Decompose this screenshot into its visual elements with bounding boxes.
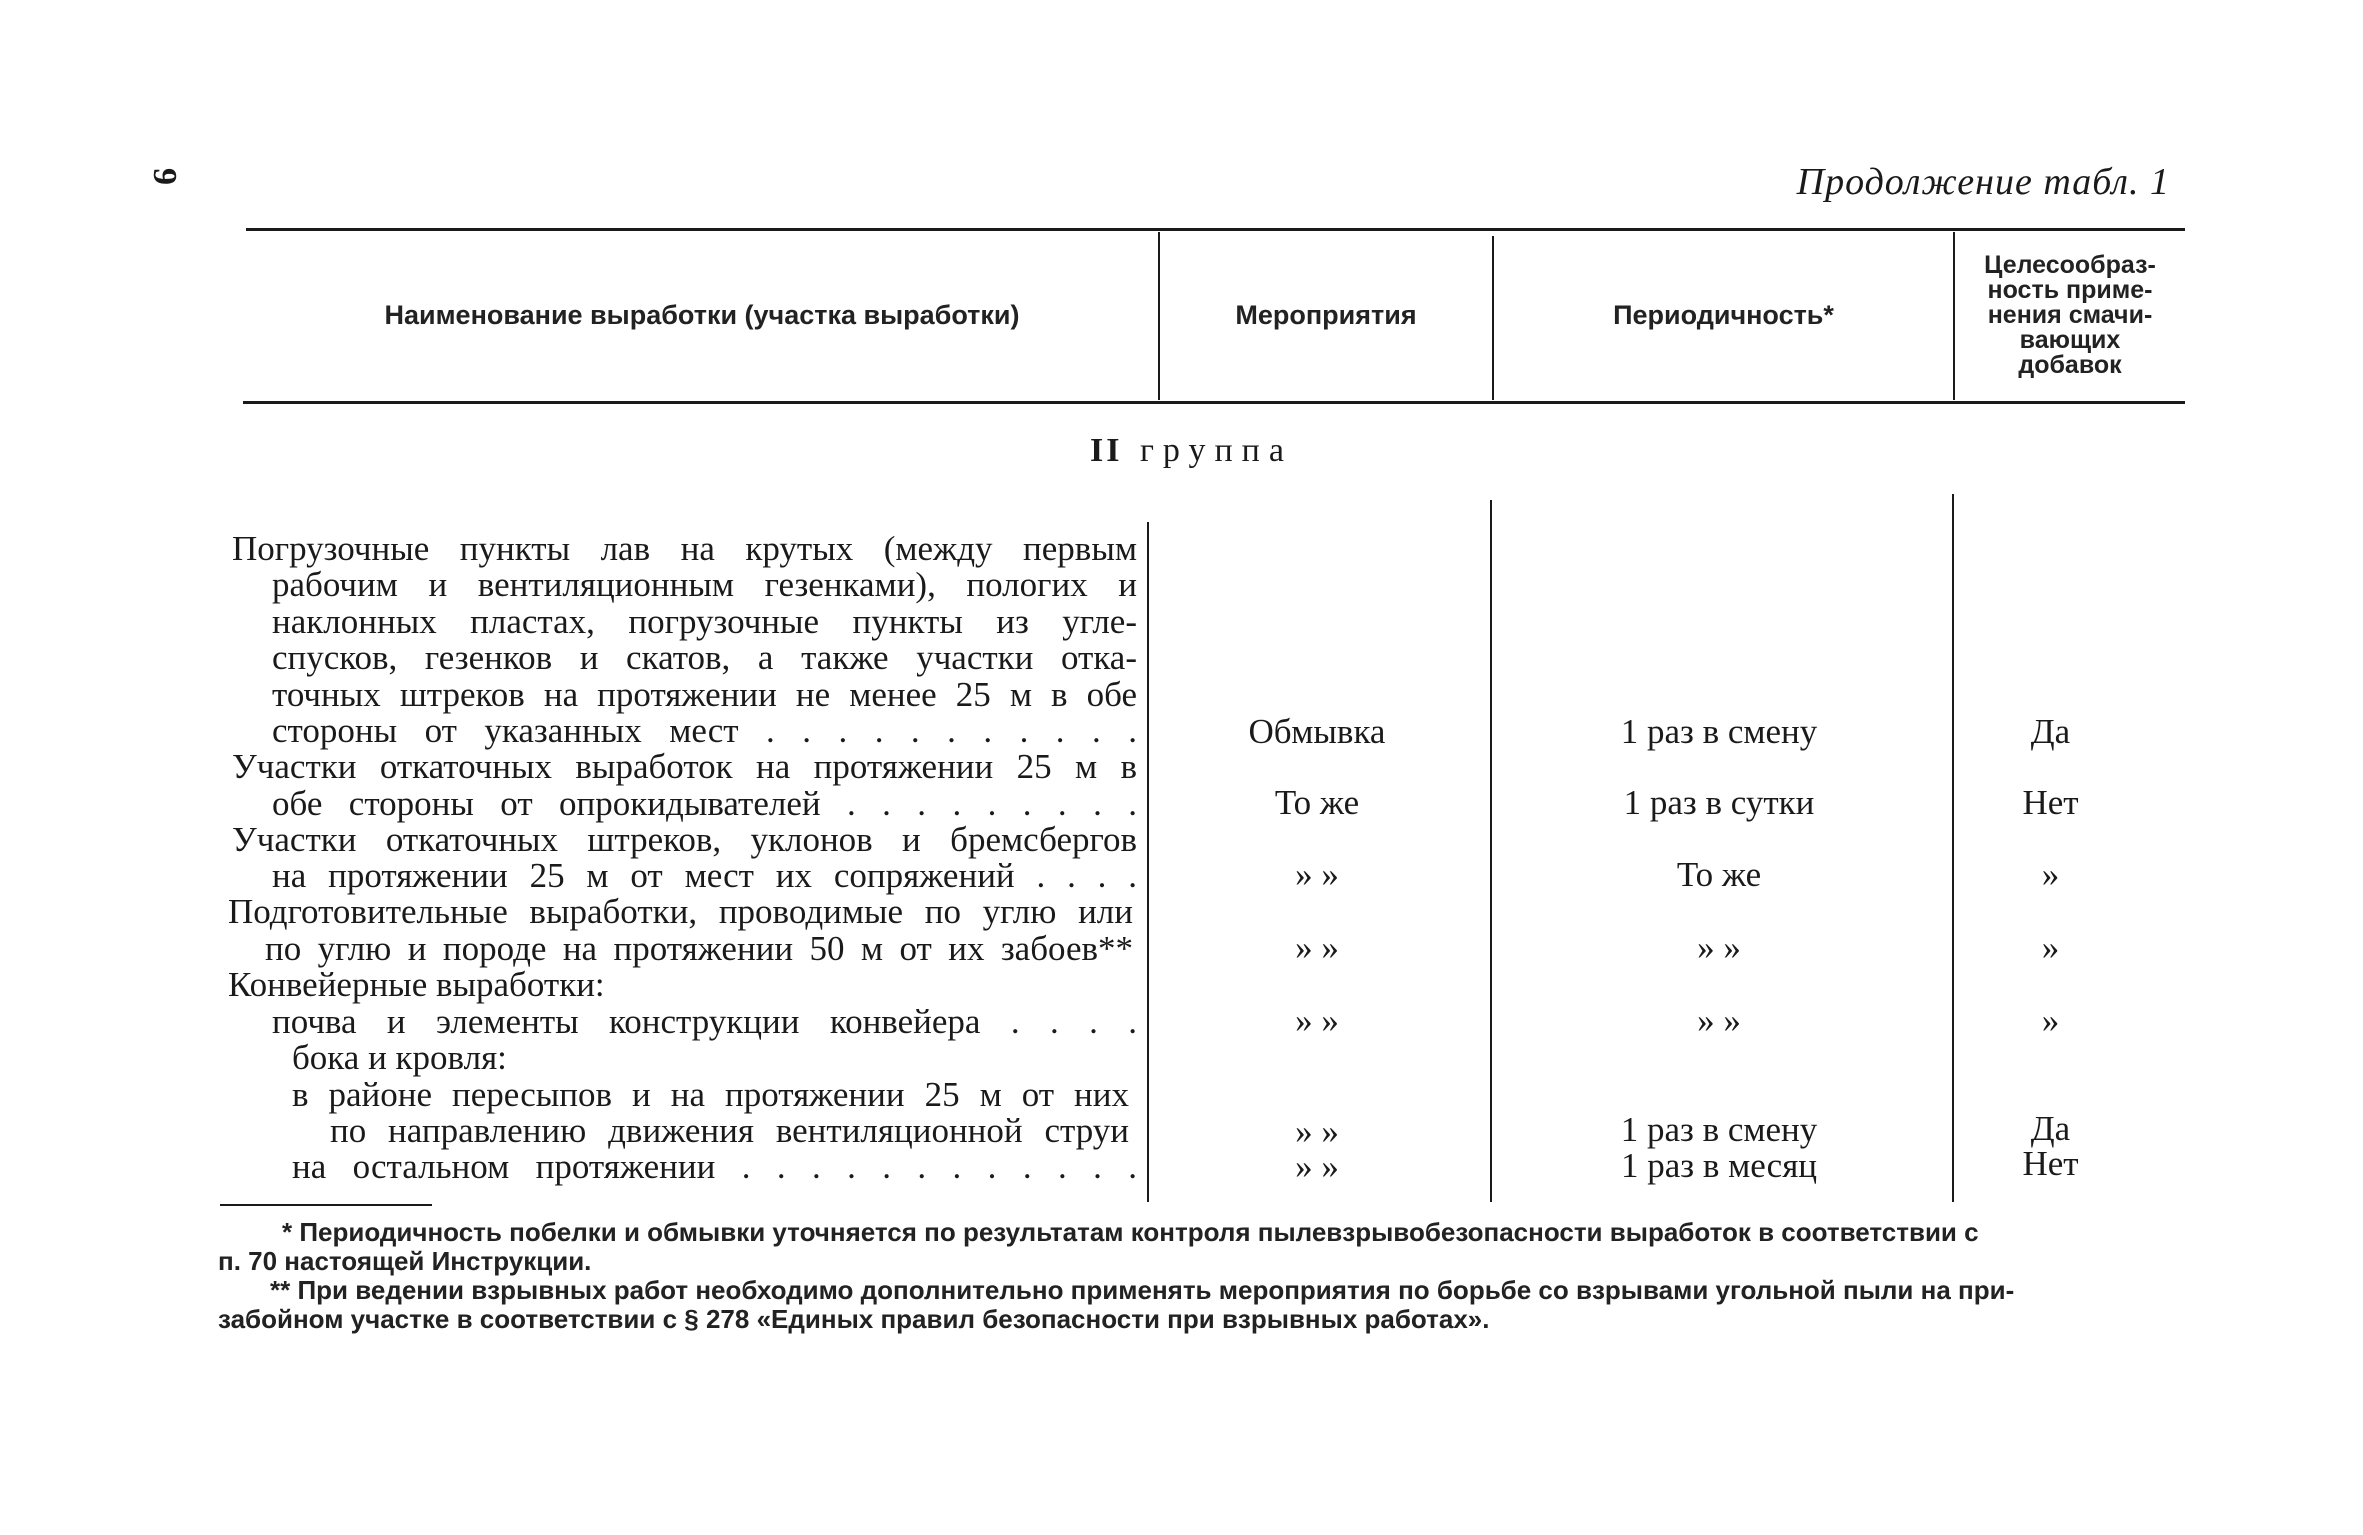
row-suitability: » bbox=[2041, 855, 2060, 894]
row-period: 1 раз в смену bbox=[1620, 1110, 1818, 1149]
row-measure: » » bbox=[1295, 855, 1339, 894]
header-period: Периодичность* bbox=[1613, 299, 1834, 330]
header-bottom-rule bbox=[243, 401, 2185, 404]
header-suitability: Целесообраз- ность приме- нения смачи- вающих добавок bbox=[1984, 250, 2156, 379]
body-divider-1 bbox=[1147, 522, 1149, 1202]
row-measure: То же bbox=[1274, 783, 1360, 822]
footnote-1-line-1: * Периодичность побелки и обмывки уточняется по результатам контроля пылевзрывобезопасности выработок в соответствии с bbox=[282, 1217, 1979, 1247]
row-name-line: наклонных пластах, погрузочные пункты из угле- bbox=[272, 604, 1137, 641]
row-name-line: на протяжении 25 м от мест их сопряжений . . . . bbox=[272, 858, 1137, 895]
group-title: II группа bbox=[1090, 432, 1293, 469]
header-name: Наименование выработки (участка выработки) bbox=[384, 299, 1020, 330]
footnote-2-line-2: забойном участке в соответствии с § 278 «Единых правил безопасности при взрывных работах». bbox=[218, 1304, 1490, 1334]
page-number: 9 bbox=[146, 168, 183, 185]
footnote-2-line-1: ** При ведении взрывных работ необходимо дополнительно применять мероприятия по борьбе со взрывами угольной пыли на при- bbox=[270, 1275, 2015, 1305]
body-divider-3 bbox=[1952, 494, 1954, 1202]
row-suitability: Нет bbox=[2022, 783, 2079, 822]
row-measure: » » bbox=[1295, 928, 1339, 967]
row-name-line: Участки откаточных выработок на протяжении 25 м в bbox=[232, 749, 1137, 786]
row-name-line: на остальном протяжении . . . . . . . . . . . . bbox=[292, 1149, 1137, 1186]
header-measures: Мероприятия bbox=[1235, 299, 1417, 330]
row-name-line: бока и кровля: bbox=[292, 1040, 507, 1077]
row-name-line: точных штреков на протяжении не менее 25 м в обе bbox=[272, 677, 1137, 714]
table-continuation-title: Продолжение табл. 1 bbox=[1796, 161, 2170, 203]
row-measure: » » bbox=[1295, 1001, 1339, 1040]
row-name-line: стороны от указанных мест . . . . . . . . . . . bbox=[272, 713, 1137, 750]
row-name-line: Погрузочные пункты лав на крутых (между первым bbox=[232, 531, 1137, 568]
row-name-line: обе стороны от опрокидывателей . . . . . . . . . bbox=[272, 786, 1137, 823]
footnote-1-line-2: п. 70 настоящей Инструкции. bbox=[218, 1246, 592, 1276]
row-period: » » bbox=[1697, 1001, 1741, 1040]
row-measure: » » bbox=[1295, 1112, 1339, 1151]
row-name-line: в районе пересыпов и на протяжении 25 м от них bbox=[292, 1077, 1129, 1114]
row-suitability: Да bbox=[2030, 712, 2071, 751]
row-period: То же bbox=[1676, 855, 1762, 894]
row-name-line: Участки откаточных штреков, уклонов и бремсбергов bbox=[232, 822, 1137, 859]
row-name-line: по углю и породе на протяжении 50 м от их забоев** bbox=[265, 931, 1133, 968]
row-period: 1 раз в сутки bbox=[1623, 783, 1815, 822]
row-name-line: Конвейерные выработки: bbox=[228, 967, 605, 1004]
row-name-line: по направлению движения вентиляционной струи bbox=[330, 1113, 1129, 1150]
row-measure: Обмывка bbox=[1248, 712, 1386, 751]
row-period: 1 раз в месяц bbox=[1620, 1146, 1818, 1185]
body-divider-2 bbox=[1490, 500, 1492, 1202]
row-name-line: Подготовительные выработки, проводимые по углю или bbox=[228, 894, 1133, 931]
table-top-rule bbox=[246, 228, 2185, 231]
row-period: 1 раз в смену bbox=[1620, 712, 1818, 751]
row-suitability: Да bbox=[2030, 1109, 2071, 1148]
row-name-line: почва и элементы конструкции конвейера . . . . bbox=[272, 1004, 1137, 1041]
row-period: » » bbox=[1697, 928, 1741, 967]
row-name-line: спусков, гезенков и скатов, а также участки отка- bbox=[272, 640, 1137, 677]
row-suitability: » bbox=[2041, 1001, 2060, 1040]
footnote-rule bbox=[220, 1204, 432, 1206]
row-measure: » » bbox=[1295, 1147, 1339, 1186]
row-name-line: рабочим и вентиляционным гезенками), пологих и bbox=[272, 567, 1137, 604]
row-suitability: » bbox=[2041, 928, 2060, 967]
row-suitability: Нет bbox=[2022, 1144, 2079, 1183]
